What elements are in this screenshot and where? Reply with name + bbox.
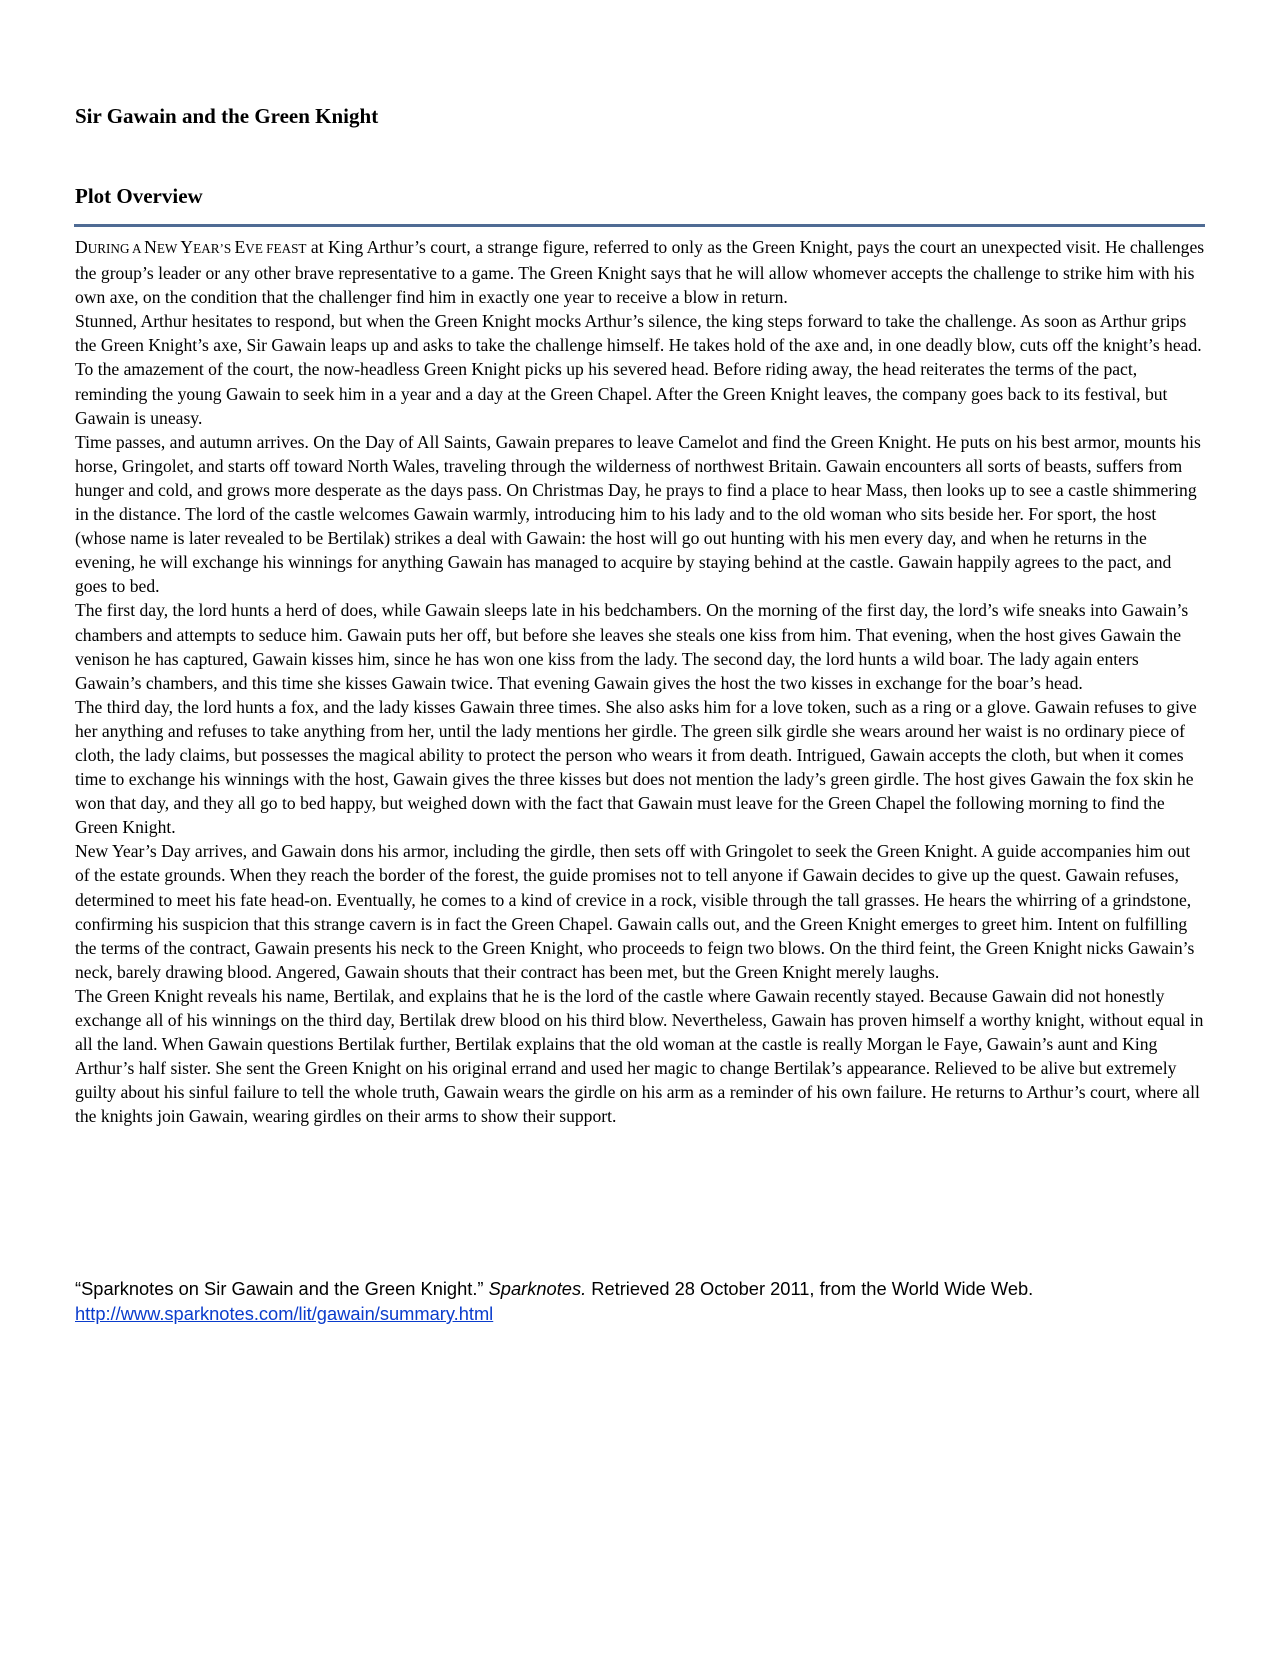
citation-source: Sparknotes.: [488, 1278, 587, 1299]
citation-line: [75, 1276, 1215, 1301]
lead-in-cap-e: E: [234, 237, 246, 257]
lead-in-small-caps: EW: [156, 241, 181, 256]
lead-in-cap-n: N: [144, 237, 157, 257]
summary-paragraph-6: New Year’s Day arrives, and Gawain dons his armor, including the girdle, then sets off with Gringolet to seek the Green Knight. A guide accompanies him out of the estate grounds. When they reach the border of the forest, the guide promises not to tell anyone if Gawain decides to give up the quest. Gawain refuses, determined to meet his fate head-on. Eventually, he comes to a kind of crevice in a rock, visible through the tall grasses. He hears the whirring of a grindstone, confirming his suspicion that this strange cavern is in fact the Green Chapel. Gawain calls out, and the Green Knight emerges to greet him. Intent on fulfilling the terms of the contract, Gawain presents his neck to the Green Knight, who proceeds to feign two blows. On the third feint, the Green Knight nicks Gawain’s neck, barely drawing blood. Angered, Gawain shouts that their contract has been met, but the Green Knight merely laughs.: [75, 841, 1195, 982]
lead-in-small-caps: VE FEAST: [245, 241, 307, 256]
citation-title: “Sparknotes on Sir Gawain and the Green Knight.”: [75, 1278, 484, 1299]
citation-url-link[interactable]: http://www.sparknotes.com/lit/gawain/summary.html: [75, 1303, 494, 1324]
section-heading-plot-overview: Plot Overview: [75, 184, 203, 208]
lead-in-small-caps: EAR’S: [193, 241, 235, 256]
summary-paragraph-7: The Green Knight reveals his name, Bertilak, and explains that he is the lord of the castle where Gawain recently stayed. Because Gawain did not honestly exchange all of his winnings on the third day, Bertilak drew blood on his third blow. Nevertheless, Gawain has proven himself a worthy knight, without equal in all the land. When Gawain questions Bertilak further, Bertilak explains that the old woman at the castle is really Morgan le Faye, Gawain’s aunt and King Arthur’s half sister. She sent the Green Knight on his original errand and used her magic to change Bertilak’s appearance. Relieved to be alive but extremely guilty about his sinful failure to tell the whole truth, Gawain wears the girdle on his arm as a reminder of his own failure. He returns to Arthur’s court, where all the knights join Gawain, wearing girdles on their arms to show their support.: [75, 985, 1204, 1127]
summary-paragraph-3: Time passes, and autumn arrives. On the Day of All Saints, Gawain prepares to leave Camelot and find the Green Knight. He puts on his best armor, mounts his horse, Gringolet, and starts off toward North Wales, traveling through the wilderness of northwest Britain. Gawain encounters all sorts of beasts, suffers from hunger and cold, and grows more desperate as the days pass. On Christmas Day, he prays to find a place to hear Mass, then looks up to see a castle shimmering in the distance. The lord of the castle welcomes Gawain warmly, introducing him to his lady and to the old woman who sits beside her. For sport, the host (whose name is later revealed to be Bertilak) strikes a deal with Gawain: the host will go out hunting with his men every day, and when he returns in the evening, he will exchange his winnings for anything Gawain has managed to acquire by staying behind at the castle. Gawain happily agrees to the pact, and goes to bed.: [75, 431, 1201, 597]
lead-in-cap-d: D: [75, 237, 88, 257]
citation-retrieved: Retrieved 28 October 2011, from the World Wide Web.: [591, 1278, 1034, 1299]
plot-summary: [75, 235, 1205, 1128]
summary-paragraph-4: The first day, the lord hunts a herd of does, while Gawain sleeps late in his bedchambers. On the morning of the first day, the lord’s wife sneaks into Gawain’s chambers and attempts to seduce him. Gawain puts her off, but before she leaves she steals one kiss from him. That evening, when the host gives Gawain the venison he has captured, Gawain kisses him, since he has won one kiss from the lady. The second day, the lord hunts a wild boar. The lady again enters Gawain’s chambers, and this time she kisses Gawain twice. That evening Gawain gives the host the two kisses in exchange for the boar’s head.: [75, 600, 1189, 693]
lead-in-small-caps: URING A: [87, 241, 145, 256]
citation: [75, 1276, 1215, 1326]
summary-paragraph-1: [75, 235, 1205, 309]
document-title: Sir Gawain and the Green Knight: [75, 104, 379, 128]
summary-paragraph-5: The third day, the lord hunts a fox, and the lady kisses Gawain three times. She also asks him for a love token, such as a ring or a glove. Gawain refuses to give her anything and refuses to take anything from her, until the lady mentions her girdle. The green silk girdle she wears around her waist is no ordinary piece of cloth, the lady claims, but possesses the magical ability to protect the person who wears it from death. Intrigued, Gawain accepts the cloth, but when it comes time to exchange his winnings with the host, Gawain gives the three kisses but does not mention the lady’s green girdle. The host gives Gawain the fox skin he won that day, and they all go to bed happy, but weighed down with the fact that Gawain must leave for the Green Chapel the following morning to find the Green Knight.: [75, 696, 1197, 838]
heading-divider: [74, 224, 1205, 227]
lead-in-cap-y: Y: [180, 237, 194, 257]
citation-link-line: [75, 1301, 1215, 1326]
summary-paragraph-2: Stunned, Arthur hesitates to respond, but when the Green Knight mocks Arthur’s silence, the king steps forward to take the challenge. As soon as Arthur grips the Green Knight’s axe, Sir Gawain leaps up and asks to take the challenge himself. He takes hold of the axe and, in one deadly blow, cuts off the knight’s head. To the amazement of the court, the now-headless Green Knight picks up his severed head. Before riding away, the head reiterates the terms of the pact, reminding the young Gawain to seek him in a year and a day at the Green Chapel. After the Green Knight leaves, the company goes back to its festival, but Gawain is uneasy.: [75, 311, 1202, 428]
summary-paragraph-1-text: at King Arthur’s court, a strange figure, referred to only as the Green Knight, pays the court an unexpected visit. He challenges the group’s leader or any other brave representative to a game. The Green Knight says that he will allow whomever accepts the challenge to strike him with his own axe, on the condition that the challenger find him in exactly one year to receive a blow in return.: [75, 237, 1205, 308]
